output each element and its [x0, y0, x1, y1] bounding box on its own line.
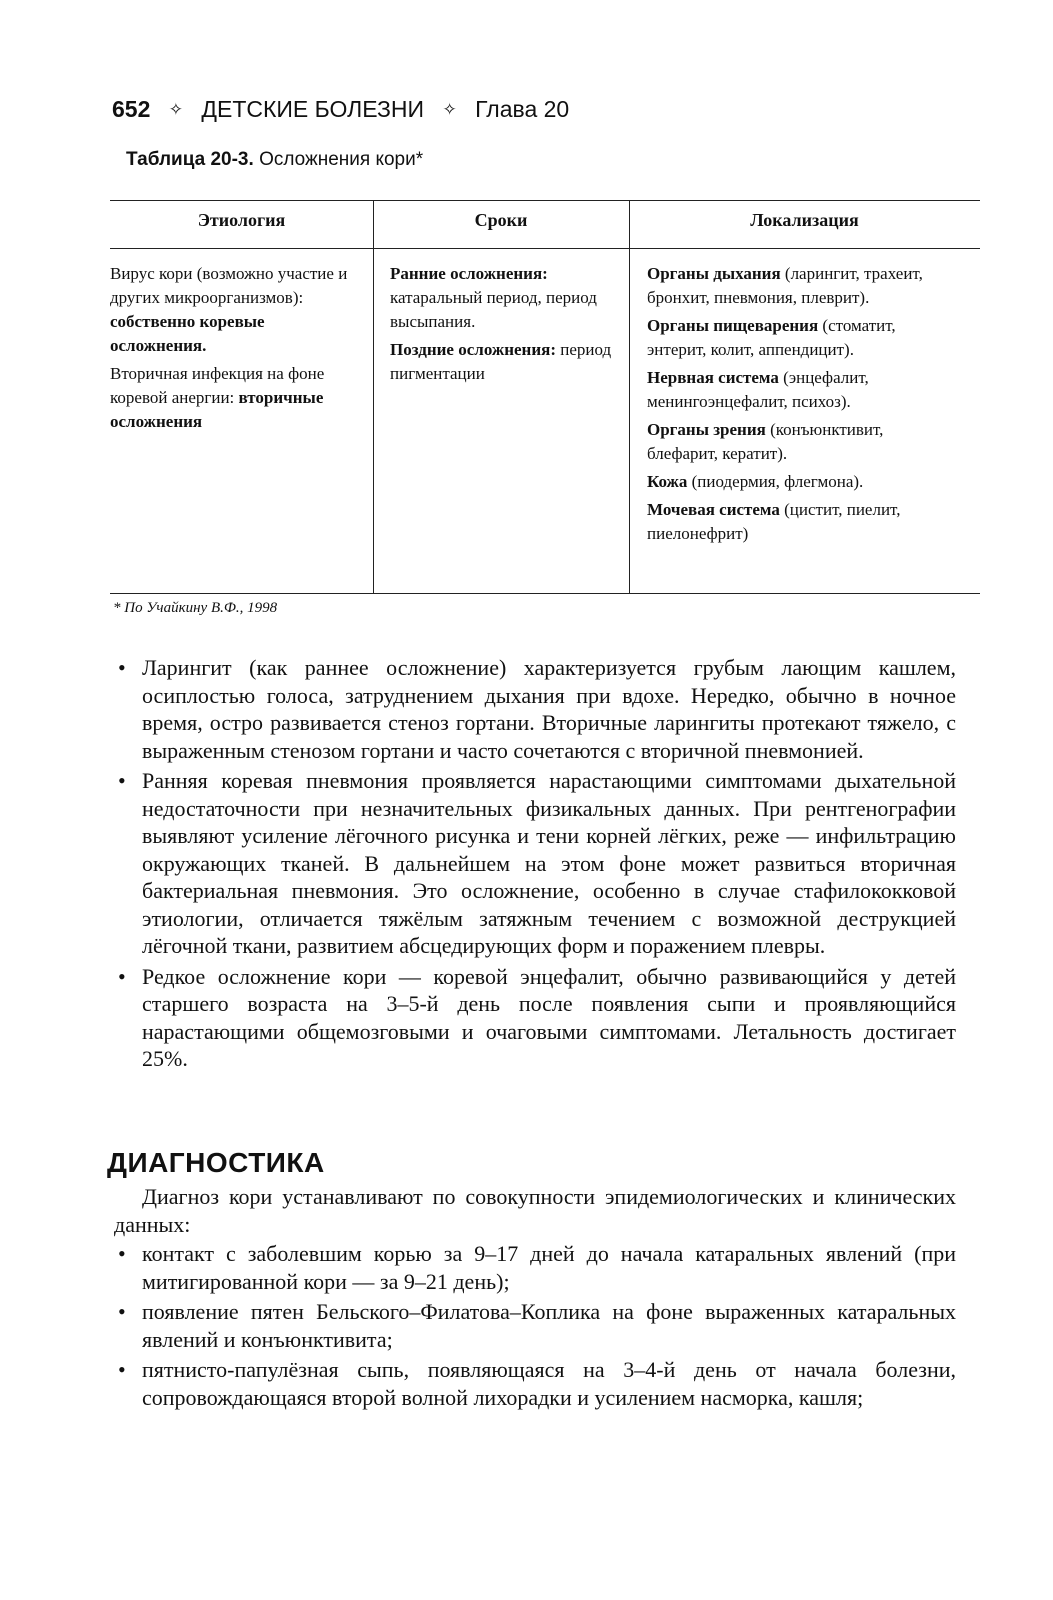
localization-item: Нервная система (энцефалит, менингоэнцефалит, психоз).: [647, 368, 869, 411]
cell-timing: [390, 262, 620, 390]
column-divider: [373, 200, 374, 593]
list-item: • контакт с заболевшим корью за 9–17 дней до начала катаральных явлений (при митигированной кори — за 9–21 день);: [118, 1241, 956, 1294]
etiology-paragraph: Вторичная инфекция на фоне коревой анергии: вторичные осложнения: [110, 364, 325, 431]
column-divider: [629, 200, 630, 593]
complications-bullet-list: [114, 654, 956, 1076]
etiology-paragraph: Вирус кори (возможно участие и других микроорганизмов): собственно коревые осложнения.: [110, 264, 348, 355]
bullet-icon: •: [118, 655, 126, 680]
table-title: Осложнения кори*: [259, 149, 424, 170]
timing-paragraph: Поздние осложнения: период пигментации: [390, 340, 612, 383]
table-top-rule: [110, 200, 980, 201]
column-header-etiology: Этиология: [197, 210, 286, 230]
table-header-rule: [110, 248, 980, 249]
column-header-localization: Локализация: [750, 210, 859, 230]
list-item: • Ларингит (как раннее осложнение) характеризуется грубым лающим кашлем, осиплостью голоса, затруднением дыхания при вдохе. Нередко, обычно в ночное время, остро развивается стеноз гортани. Вторичные ларингиты протекают тяжело, с выраженным стенозом гортани и часто сочетаются с вторичной пневмонией.: [118, 655, 956, 763]
localization-item: Мочевая система (цистит, пиелит, пиелонефрит): [647, 500, 901, 543]
diagnostics-intro: Диагноз кори устанавливают по совокупности эпидемиологических и клинических данных:: [114, 1184, 956, 1237]
section-heading: ДИАГНОСТИКА: [107, 1147, 325, 1178]
bullet-icon: •: [118, 1241, 126, 1266]
book-title: ДЕТСКИЕ БОЛЕЗНИ: [201, 96, 425, 122]
column-header-timing: Сроки: [474, 210, 528, 230]
localization-item: Органы дыхания (ларингит, трахеит, бронхит, пневмония, плеврит).: [647, 264, 923, 307]
list-item: • Ранняя коревая пневмония проявляется нарастающими симптомами дыхательной недостаточности при незначительных физикальных данных. При рентгенографии выявляют усиление лёгочного рисунка и тени корней лёгких, реже — инфильтрацию окружающих тканей. В дальнейшем на этом фоне может развиться вторичная бактериальная пневмония. Это осложнение, особенно в случае стафилококковой этиологии, отличается тяжёлым затяжным течением с возможной деструкцией лёгочной ткани, развитием абсцедирующих форм и поражением плевры.: [118, 768, 956, 958]
timing-paragraph: Ранние осложнения: катаральный период, период высыпания.: [390, 264, 597, 331]
list-item: • пятнисто-папулёзная сыпь, появляющаяся на 3–4-й день от начала болезни, сопровождающаяся второй волной лихорадки и усилением насморка, кашля;: [118, 1357, 956, 1410]
localization-item: Кожа (пиодермия, флегмона).: [647, 472, 864, 491]
list-item: • Редкое осложнение кори — коревой энцефалит, обычно развивающийся у детей старшего возраста на 3–5-й день после появления сыпи и проявляющийся нарастающими общемозговыми и очаговыми симптомами. Летальность достигает 25%.: [118, 963, 956, 1071]
diagnostics-section: [114, 1183, 956, 1414]
bullet-icon: •: [118, 768, 126, 793]
table-bottom-rule: [110, 593, 980, 594]
chapter-label: Глава 20: [475, 96, 570, 122]
table-label: Таблица 20-3.: [126, 149, 254, 170]
header-separator-icon: ✧: [168, 100, 184, 119]
bullet-icon: •: [118, 1357, 126, 1382]
cell-localization: [647, 262, 957, 550]
table-footnote: * По Учайкину В.Ф., 1998: [113, 600, 278, 616]
localization-item: Органы пищеварения (стоматит, энтерит, колит, аппендицит).: [647, 316, 896, 359]
bullet-icon: •: [118, 1299, 126, 1324]
table-caption: [126, 149, 423, 171]
header-separator-icon: ✧: [442, 100, 457, 119]
running-header: [112, 96, 569, 123]
page-number: 652: [112, 96, 151, 122]
list-item: • появление пятен Бельского–Филатова–Коплика на фоне выраженных катаральных явлений и конъюнктивита;: [118, 1299, 956, 1352]
localization-item: Органы зрения (конъюнктивит, блефарит, кератит).: [647, 420, 884, 463]
cell-etiology: [110, 262, 350, 438]
bullet-icon: •: [118, 963, 126, 989]
